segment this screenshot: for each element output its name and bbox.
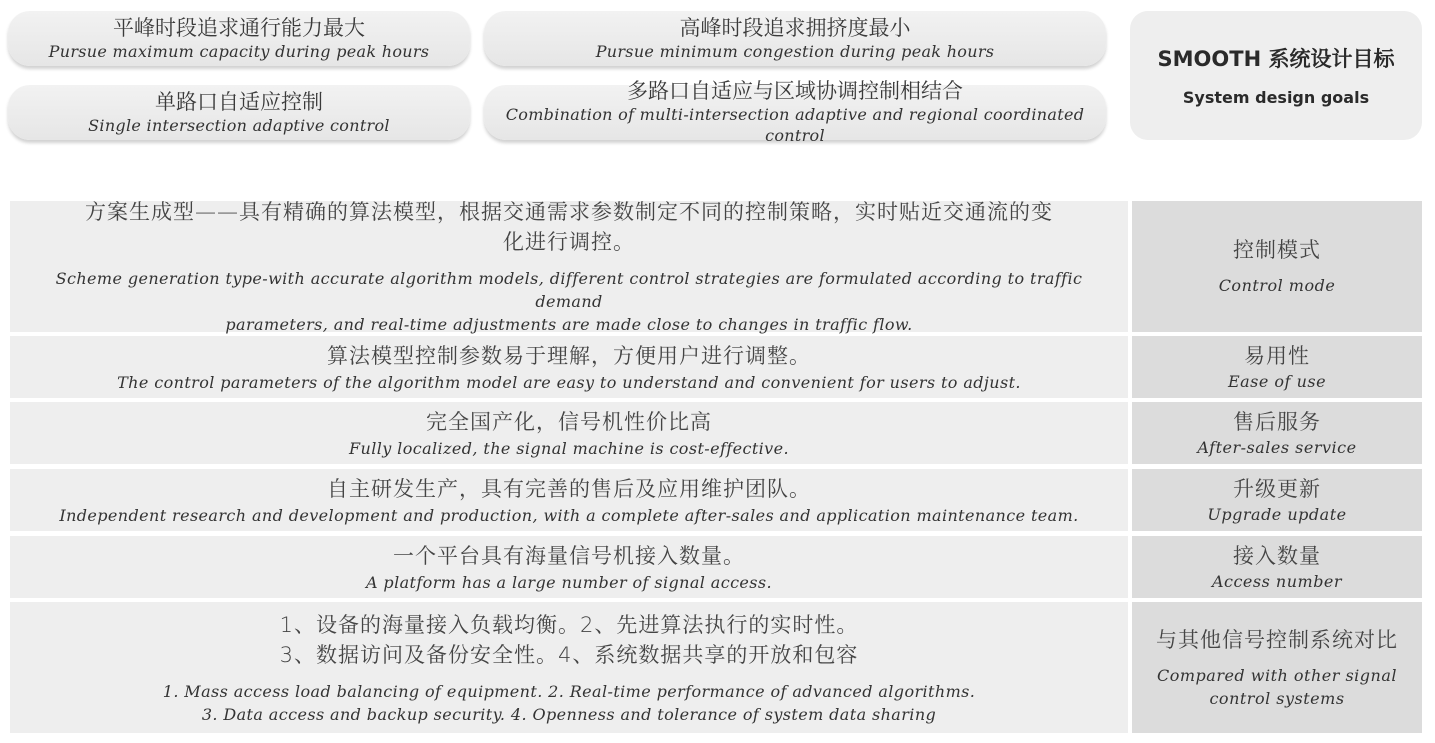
row-en-line: Scheme generation type-with accurate algorithm models, different control strategies are formulated according to traffic demand xyxy=(55,269,1083,311)
goal-title: SMOOTH 系统设计目标 xyxy=(1157,47,1395,71)
row-description xyxy=(10,201,1128,332)
feature-row-upgrade xyxy=(10,469,1422,531)
row-label-en: Upgrade update xyxy=(1207,504,1347,524)
row-label-en: After-sales service xyxy=(1197,437,1357,457)
goal-card-en: Combination of multi-intersection adaptive and regional coordinated control xyxy=(505,105,1085,145)
row-label xyxy=(1132,402,1422,464)
feature-row-ease-of-use xyxy=(10,336,1422,398)
row-label-cn: 接入数量 xyxy=(1233,543,1321,568)
goal-card-cn: 多路口自适应与区域协调控制相结合 xyxy=(627,79,963,103)
row-cn-line: 化进行调控。 xyxy=(503,230,635,254)
feature-row-control-mode xyxy=(10,201,1422,332)
row-description xyxy=(10,336,1128,398)
row-label xyxy=(1132,469,1422,531)
row-label-en: Control mode xyxy=(1218,276,1336,295)
row-cn-line: 1、设备的海量接入负载均衡。2、先进算法执行的实时性。 xyxy=(279,612,859,637)
row-en-line: 3. Data access and backup security. 4. Openness and tolerance of system data sharing xyxy=(201,704,937,724)
row-label xyxy=(1132,201,1422,332)
goal-card-cn: 平峰时段追求通行能力最大 xyxy=(113,15,365,40)
feature-row-after-sales xyxy=(10,402,1422,464)
row-label-en: Compared with other signal xyxy=(1156,665,1397,685)
goal-card-en: Single intersection adaptive control xyxy=(88,115,390,135)
goal-card-en: Pursue maximum capacity during peak hours xyxy=(48,41,430,61)
feature-row-comparison xyxy=(10,602,1422,733)
goal-card-peak-capacity xyxy=(8,11,470,66)
goal-subtitle: System design goals xyxy=(1182,88,1370,107)
row-en-line: parameters, and real-time adjustments are made close to changes in traffic flow. xyxy=(225,315,913,334)
row-cn-line: 方案生成型——具有精确的算法模型，根据交通需求参数制定不同的控制策略，实时贴近交通流的变 xyxy=(85,200,1053,224)
row-label-cn: 售后服务 xyxy=(1233,409,1321,434)
row-en-line: Independent research and development and production, with a complete after-sales and application maintenance team. xyxy=(59,505,1079,525)
row-label-cn: 升级更新 xyxy=(1233,476,1321,501)
row-en-line: Fully localized, the signal machine is cost-effective. xyxy=(349,438,789,458)
row-description xyxy=(10,602,1128,733)
feature-row-access-number xyxy=(10,536,1422,598)
row-cn-line: 完全国产化，信号机性价比高 xyxy=(426,409,712,434)
row-description xyxy=(10,402,1128,464)
row-cn-line: 算法模型控制参数易于理解，方便用户进行调整。 xyxy=(327,343,811,368)
row-label xyxy=(1132,336,1422,398)
row-cn-line: 3、数据访问及备份安全性。4、系统数据共享的开放和包容 xyxy=(279,642,859,667)
row-label-cn: 与其他信号控制系统对比 xyxy=(1156,627,1398,652)
row-label-cn: 易用性 xyxy=(1244,343,1310,368)
goal-card-peak-congestion xyxy=(484,11,1106,66)
row-en-line: The control parameters of the algorithm model are easy to understand and convenient for users to adjust. xyxy=(117,372,1021,392)
row-description xyxy=(10,536,1128,598)
goal-card-multi-intersection xyxy=(484,79,1106,145)
goal-card-cn: 单路口自适应控制 xyxy=(155,89,323,114)
row-cn-line: 自主研发生产，具有完善的售后及应用维护团队。 xyxy=(327,476,811,501)
row-label-en: Ease of use xyxy=(1227,371,1327,391)
row-label xyxy=(1132,536,1422,598)
goal-card-en: Pursue minimum congestion during peak hours xyxy=(595,41,995,61)
row-label-en: control systems xyxy=(1209,688,1345,708)
row-description xyxy=(10,469,1128,531)
row-en-line: 1. Mass access load balancing of equipment. 2. Real-time performance of advanced algorithms. xyxy=(162,681,976,701)
goal-card-cn: 高峰时段追求拥挤度最小 xyxy=(679,15,911,40)
row-label-en: Access number xyxy=(1211,571,1343,591)
row-cn-line: 一个平台具有海量信号机接入数量。 xyxy=(393,543,745,568)
system-design-goals-box xyxy=(1130,11,1422,140)
row-label-cn: 控制模式 xyxy=(1233,238,1321,262)
goal-card-single-intersection xyxy=(8,85,470,140)
row-en-line: A platform has a large number of signal access. xyxy=(365,572,773,592)
row-label xyxy=(1132,602,1422,733)
